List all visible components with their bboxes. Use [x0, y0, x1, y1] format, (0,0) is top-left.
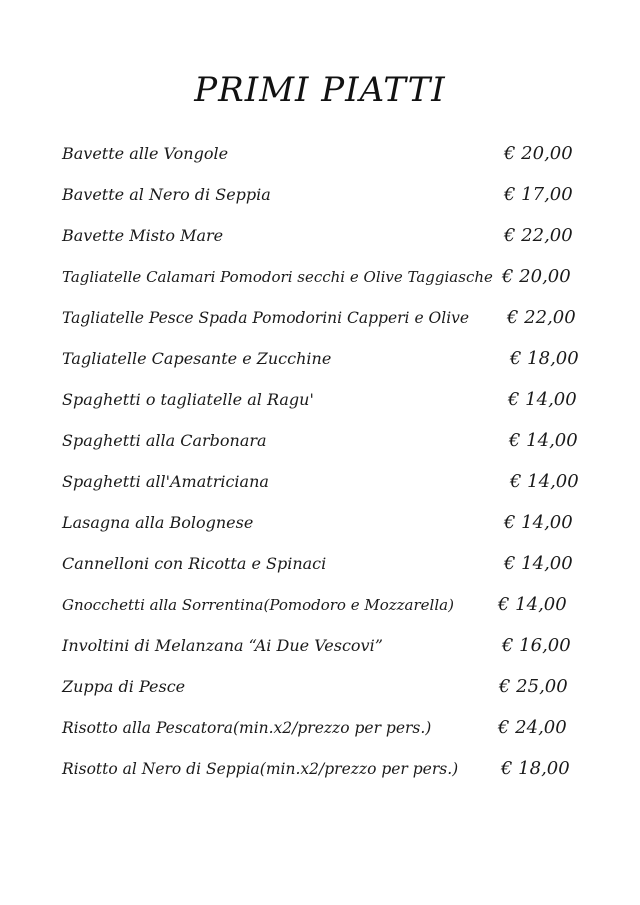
dish-price: € 18,00	[510, 348, 579, 369]
dish-price: € 24,00	[498, 717, 567, 738]
menu-list	[62, 139, 602, 795]
dish-name: Risotto al Nero di Seppia(min.x2/prezzo per pers.)	[62, 760, 459, 778]
dish-name: Tagliatelle Pesce Spada Pomodorini Capperi e Olive	[62, 309, 470, 327]
menu-item	[62, 139, 602, 180]
page-title: PRIMI PIATTI	[194, 70, 446, 110]
dish-name: Tagliatelle Capesante e Zucchine	[62, 349, 332, 368]
dish-price: € 25,00	[499, 676, 568, 697]
dish-name: Risotto alla Pescatora(min.x2/prezzo per pers.)	[62, 719, 432, 737]
menu-item	[62, 303, 602, 344]
dish-name: Lasagna alla Bolognese	[62, 513, 254, 532]
menu-item	[62, 426, 602, 467]
menu-item	[62, 672, 602, 713]
dish-name: Spaghetti all'Amatriciana	[62, 472, 269, 491]
menu-item	[62, 631, 602, 672]
menu-item	[62, 713, 602, 754]
menu-item	[62, 549, 602, 590]
dish-name: Bavette al Nero di Seppia	[62, 185, 271, 204]
menu-item	[62, 344, 602, 385]
menu-item	[62, 180, 602, 221]
dish-name: Gnocchetti alla Sorrentina(Pomodoro e Mozzarella)	[62, 596, 454, 614]
dish-name: Bavette alle Vongole	[62, 144, 229, 163]
menu-item	[62, 508, 602, 549]
dish-name: Spaghetti alla Carbonara	[62, 431, 267, 450]
dish-price: € 14,00	[498, 594, 567, 615]
dish-name: Zuppa di Pesce	[62, 677, 186, 696]
dish-price: € 22,00	[507, 307, 576, 328]
dish-price: € 17,00	[504, 184, 573, 205]
dish-name: Bavette Misto Mare	[62, 226, 224, 245]
dish-price: € 14,00	[508, 389, 577, 410]
menu-item	[62, 754, 602, 795]
dish-name: Spaghetti o tagliatelle al Ragu'	[62, 390, 314, 409]
dish-price: € 14,00	[509, 430, 578, 451]
dish-price: € 16,00	[502, 635, 571, 656]
dish-price: € 20,00	[502, 266, 571, 287]
dish-price: € 14,00	[504, 512, 573, 533]
menu-item	[62, 467, 602, 508]
dish-price: € 20,00	[504, 143, 573, 164]
dish-name: Cannelloni con Ricotta e Spinaci	[62, 554, 327, 573]
menu-item	[62, 590, 602, 631]
menu-item	[62, 385, 602, 426]
dish-price: € 14,00	[504, 553, 573, 574]
dish-price: € 14,00	[510, 471, 579, 492]
dish-price: € 22,00	[504, 225, 573, 246]
dish-name: Involtini di Melanzana “Ai Due Vescovi”	[62, 636, 383, 655]
menu-item	[62, 262, 602, 303]
dish-price: € 18,00	[501, 758, 570, 779]
menu-item	[62, 221, 602, 262]
dish-name: Tagliatelle Calamari Pomodori secchi e Olive Taggiasche	[62, 268, 493, 286]
